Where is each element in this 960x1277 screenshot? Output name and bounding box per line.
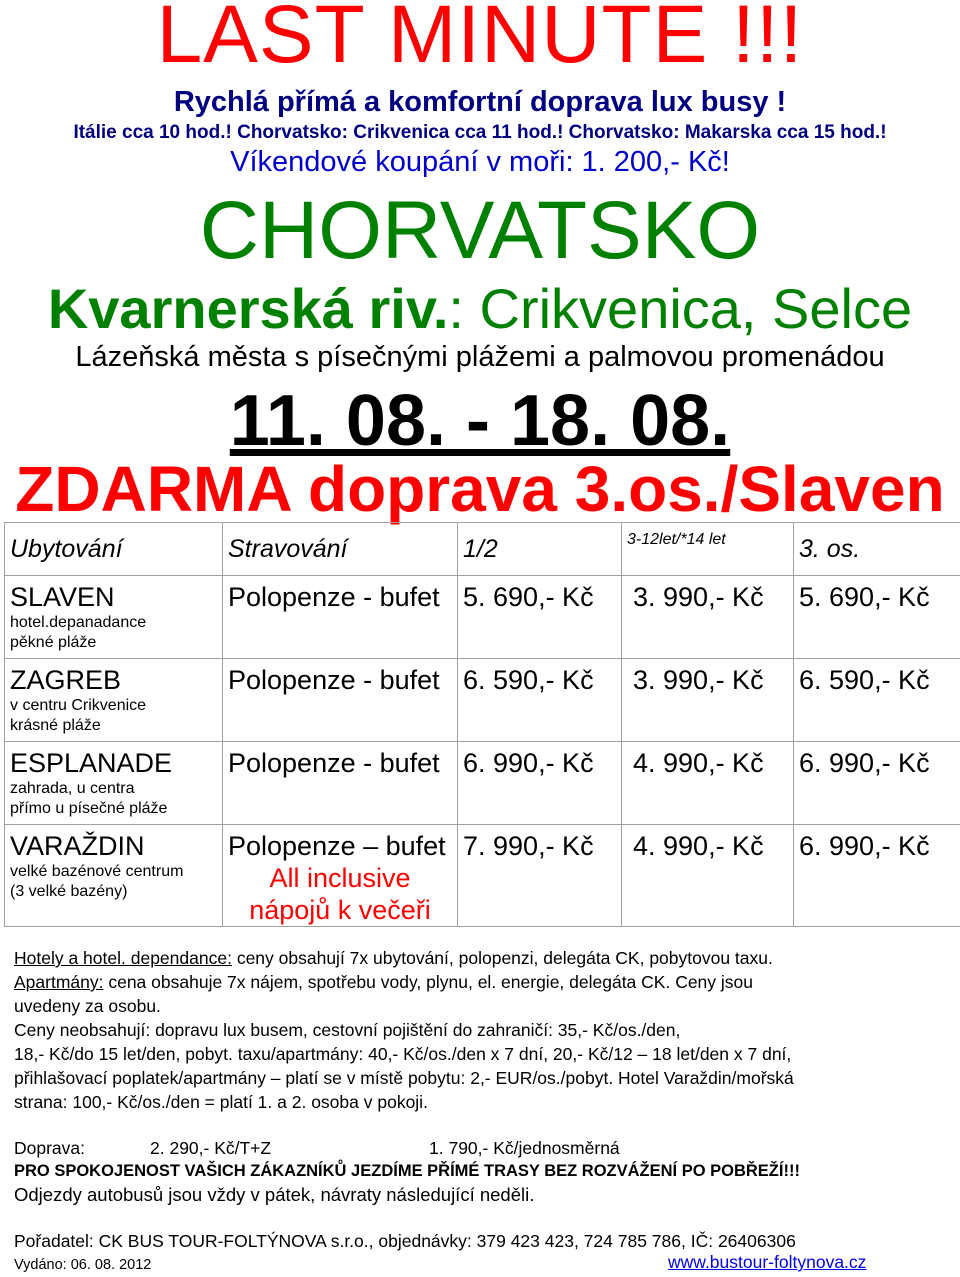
hotel-desc: krásné pláže <box>10 716 217 736</box>
riviera-towns: : Crikvenica, Selce <box>448 277 912 340</box>
hotel-desc: zahrada, u centra <box>10 779 217 799</box>
note-apartments-text: cena obsahuje 7x nájem, spotřebu vody, plynu, el. energie, delegáta CK. Ceny jsou <box>103 972 753 992</box>
hotel-desc: v centru Crikvenice <box>10 696 217 716</box>
price-table <box>4 522 960 927</box>
price-half: 6. 990,- Kč <box>463 748 616 779</box>
weekend-offer: Víkendové koupání v moři: 1. 200,- Kč! <box>0 146 960 179</box>
price-cell <box>458 825 622 927</box>
table-row <box>5 576 960 659</box>
note-per-person: uvedeny za osobu. <box>14 994 161 1018</box>
price-half: 5. 690,- Kč <box>463 582 616 613</box>
hotel-name: ESPLANADE <box>10 748 217 779</box>
price-cell <box>794 659 960 742</box>
riviera-name: Kvarnerská riv. <box>48 277 449 340</box>
hotel-name: VARAŽDIN <box>10 831 217 862</box>
note-apartments-label: Apartmány: <box>14 972 103 992</box>
note-excluded: 18,- Kč/do 15 let/den, pobyt. taxu/apartmány: 40,- Kč/os./den x 7 dní, 20,- Kč/12 – 18 let/den x 7 dní, <box>14 1042 791 1066</box>
price-cell <box>458 659 622 742</box>
note-hotels-label: Hotely a hotel. dependance: <box>14 948 232 968</box>
issue-date: Vydáno: 06. 08. 2012 <box>14 1253 151 1277</box>
note-hotels <box>14 946 773 970</box>
hotel-desc: (3 velké bazény) <box>10 882 217 902</box>
hotel-name: SLAVEN <box>10 582 217 613</box>
website-link[interactable]: www.bustour-foltynova.cz <box>668 1252 866 1273</box>
organizer-info: Pořadatel: CK BUS TOUR-FOLTÝNOVA s.r.o., objednávky: 379 423 423, 724 785 786, IČ: 26406306 <box>14 1229 796 1253</box>
board-type: Polopenze – bufet <box>228 831 452 862</box>
header-accommodation: Ubytování <box>5 523 223 576</box>
hotel-cell <box>5 576 223 659</box>
price-cell <box>622 659 794 742</box>
board-cell <box>223 742 458 825</box>
hotel-cell <box>5 825 223 927</box>
hotel-desc: přímo u písečné pláže <box>10 799 217 819</box>
headline-last-minute: LAST MINUTE !!! <box>0 0 960 82</box>
board-type: Polopenze - bufet <box>228 665 452 696</box>
transport-oneway-price: 1. 790,- Kč/jednosměrná <box>429 1136 620 1160</box>
note-excluded: přihlašovací poplatek/apartmány – platí se v místě pobytu: 2,- EUR/os./pobyt. Hotel Varaždin/mořská <box>14 1066 794 1090</box>
price-half: 7. 990,- Kč <box>463 831 616 862</box>
hotel-desc: velké bazénové centrum <box>10 862 217 882</box>
hotel-desc: pěkné pláže <box>10 633 217 653</box>
price-cell <box>794 576 960 659</box>
price-cell <box>794 825 960 927</box>
note-apartments <box>14 970 753 994</box>
price-cell <box>622 825 794 927</box>
note-excluded: strana: 100,- Kč/os./den = platí 1. a 2. osoba v pokoji. <box>14 1090 428 1114</box>
price-child: 3. 990,- Kč <box>627 665 788 696</box>
price-third: 6. 990,- Kč <box>799 831 955 862</box>
price-third: 6. 990,- Kč <box>799 748 955 779</box>
header-children: 3-12let/*14 let <box>622 523 794 576</box>
header-third-person: 3. os. <box>794 523 960 576</box>
table-row <box>5 825 960 927</box>
price-cell <box>458 576 622 659</box>
table-row <box>5 742 960 825</box>
board-cell <box>223 576 458 659</box>
price-half: 6. 590,- Kč <box>463 665 616 696</box>
price-third: 6. 590,- Kč <box>799 665 955 696</box>
price-cell <box>622 742 794 825</box>
hotel-name: ZAGREB <box>10 665 217 696</box>
tagline: Lázeňská města s písečnými plážemi a palmovou promenádou <box>0 341 960 374</box>
hotel-cell <box>5 742 223 825</box>
header-board: Stravování <box>223 523 458 576</box>
price-cell <box>622 576 794 659</box>
table-row <box>5 659 960 742</box>
board-type: Polopenze - bufet <box>228 582 452 613</box>
price-child: 4. 990,- Kč <box>627 748 788 779</box>
hotel-cell <box>5 659 223 742</box>
price-child: 3. 990,- Kč <box>627 582 788 613</box>
slogan: PRO SPOKOJENOST VAŠICH ZÁKAZNÍKŮ JEZDÍME PŘÍMÉ TRASY BEZ ROZVÁŽENÍ PO POBŘEŽÍ!!! <box>14 1159 800 1183</box>
all-inclusive-note: nápojů k večeři <box>228 894 452 926</box>
transport-return-price: 2. 290,- Kč/T+Z <box>150 1136 271 1160</box>
country-title: CHORVATSKO <box>0 184 960 278</box>
price-cell <box>794 742 960 825</box>
board-cell <box>223 825 458 927</box>
transport-label: Doprava: <box>14 1138 85 1158</box>
table-header-row <box>5 523 960 576</box>
all-inclusive-note: All inclusive <box>228 862 452 894</box>
note-excluded: Ceny neobsahují: dopravu lux busem, cestovní pojištění do zahraničí: 35,- Kč/os./den, <box>14 1018 680 1042</box>
riviera-title <box>0 276 960 341</box>
price-third: 5. 690,- Kč <box>799 582 955 613</box>
transport-headline: Rychlá přímá a komfortní doprava lux busy ! <box>0 86 960 119</box>
departures-note: Odjezdy autobusů jsou vždy v pátek, návraty následující neděli. <box>14 1183 534 1207</box>
header-half: 1/2 <box>458 523 622 576</box>
price-cell <box>458 742 622 825</box>
free-transport-banner: ZDARMA doprava 3.os./Slaven <box>0 452 960 526</box>
travel-durations: Itálie cca 10 hod.! Chorvatsko: Crikvenica cca 11 hod.! Chorvatsko: Makarska cca 15 hod.! <box>0 122 960 144</box>
hotel-desc: hotel.depanadance <box>10 613 217 633</box>
note-hotels-text: ceny obsahují 7x ubytování, polopenzi, delegáta CK, pobytovou taxu. <box>232 948 773 968</box>
trip-dates: 11. 08. - 18. 08. <box>0 380 960 462</box>
board-cell <box>223 659 458 742</box>
price-child: 4. 990,- Kč <box>627 831 788 862</box>
board-type: Polopenze - bufet <box>228 748 452 779</box>
transport-prices <box>14 1136 85 1160</box>
